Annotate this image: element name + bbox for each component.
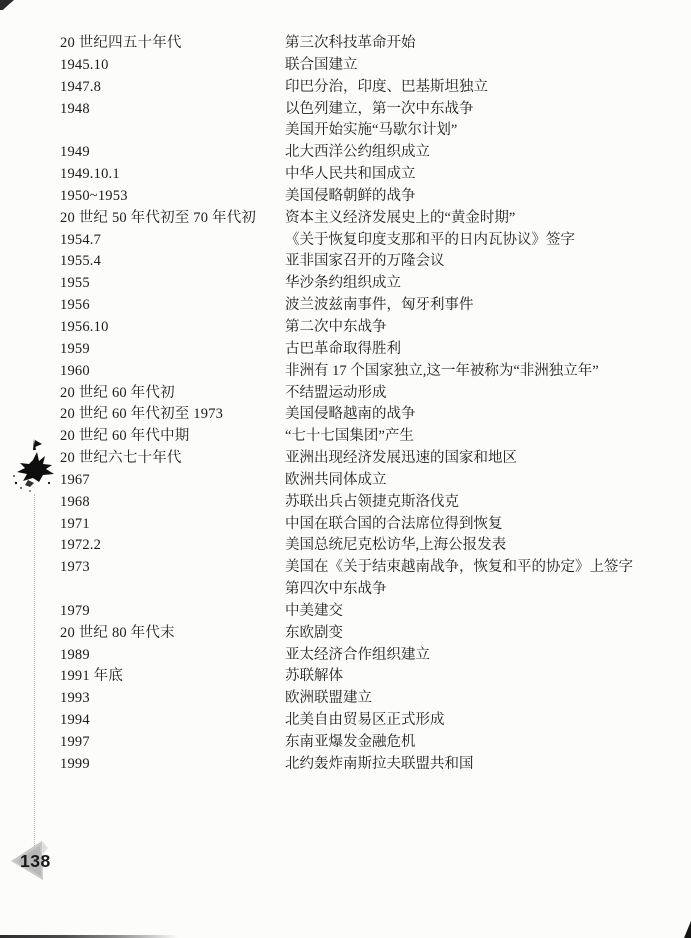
timeline-event: 亚非国家召开的万隆会议 — [285, 253, 445, 270]
page-corner-mark-icon — [684, 921, 691, 938]
timeline-event: 苏联出兵占领捷克斯洛伐克 — [285, 493, 459, 510]
timeline-date: 20 世纪 80 年代末 — [60, 624, 175, 641]
timeline-date: 1993 — [60, 690, 90, 707]
timeline-row — [0, 623, 691, 645]
timeline-row — [0, 492, 691, 514]
timeline-row — [0, 688, 691, 710]
timeline-row — [0, 339, 691, 361]
timeline-event: 亚洲出现经济发展迅速的国家和地区 — [285, 450, 517, 467]
page-corner-mark-icon — [0, 0, 14, 10]
timeline-date: 1997 — [60, 734, 90, 750]
timeline-row — [0, 404, 691, 426]
timeline-event: “七十七国集团”产生 — [285, 428, 414, 445]
timeline-date: 1999 — [60, 755, 90, 772]
timeline-event: 欧洲联盟建立 — [285, 690, 372, 707]
timeline-date: 20 世纪四五十年代 — [60, 35, 182, 51]
timeline-row — [0, 710, 691, 732]
timeline-row — [0, 514, 691, 536]
timeline-date: 1960 — [60, 362, 90, 379]
margin-dotted-line — [34, 494, 35, 846]
timeline-row — [0, 186, 691, 208]
timeline-row — [0, 251, 691, 273]
timeline-row — [0, 208, 691, 230]
timeline-date: 1994 — [60, 712, 90, 729]
timeline-event: 北约轰炸南斯拉夫联盟共和国 — [285, 755, 474, 772]
timeline-date: 1949.10.1 — [60, 166, 120, 183]
timeline-event: 不结盟运动形成 — [285, 384, 387, 401]
timeline-row — [0, 557, 691, 579]
timeline-row — [0, 273, 691, 295]
timeline-date: 1954.7 — [60, 231, 102, 248]
timeline-row — [0, 317, 691, 339]
timeline-row — [0, 164, 691, 186]
timeline-event: 美国侵略越南的战争 — [285, 406, 416, 423]
timeline-date: 1979 — [60, 602, 90, 619]
timeline-row — [0, 426, 691, 448]
timeline-event: 美国侵略朝鲜的战争 — [285, 187, 416, 204]
timeline-row — [0, 754, 691, 776]
timeline-row — [0, 55, 691, 77]
timeline-event: 美国开始实施“马歇尔计划” — [285, 122, 458, 139]
timeline-row — [0, 601, 691, 623]
timeline-event: 第二次中东战争 — [285, 318, 387, 335]
timeline-event: 非洲有 17 个国家独立,这一年被称为“非洲独立年” — [285, 362, 599, 379]
timeline-event: 中国在联合国的合法席位得到恢复 — [285, 515, 503, 532]
timeline-date: 1949 — [60, 144, 90, 161]
timeline-event: 美国总统尼克松访华,上海公报发表 — [285, 537, 507, 554]
timeline-date: 1945.10 — [60, 56, 109, 73]
timeline-row — [0, 33, 691, 55]
timeline-row — [0, 295, 691, 317]
timeline-event: 北美自由贸易区正式形成 — [285, 712, 445, 729]
page-number-badge — [8, 840, 60, 882]
timeline-row — [0, 383, 691, 405]
timeline-row — [0, 732, 691, 754]
timeline-event: 北大西洋公约组织成立 — [285, 144, 430, 161]
timeline-date: 1956.10 — [60, 318, 109, 335]
timeline-date: 1971 — [60, 515, 90, 532]
timeline-date: 20 世纪 60 年代初 — [60, 384, 175, 401]
timeline-row — [0, 470, 691, 492]
timeline-date: 1950~1953 — [60, 187, 128, 204]
timeline-event: 《关于恢复印度支那和平的日内瓦协议》签字 — [285, 231, 575, 248]
timeline-date: 1955 — [60, 275, 90, 292]
timeline-date: 1947.8 — [60, 78, 102, 95]
timeline-event: 联合国建立 — [285, 56, 358, 73]
timeline-event: 苏联解体 — [285, 668, 343, 685]
timeline-event: 华沙条约组织成立 — [285, 275, 401, 292]
page-number: 138 — [20, 851, 51, 871]
timeline-row — [0, 120, 691, 142]
timeline-date: 20 世纪 60 年代初至 1973 — [60, 406, 224, 423]
timeline-date: 1972.2 — [60, 537, 102, 554]
timeline-event: 印巴分治，印度、巴基斯坦独立 — [285, 78, 488, 95]
timeline-event: 波兰波兹南事件，匈牙利事件 — [285, 297, 474, 314]
timeline-event: 资本主义经济发展史上的“黄金时期” — [285, 209, 516, 226]
timeline-event: 美国在《关于结束越南战争，恢复和平的协定》上签字 — [285, 559, 633, 576]
timeline-date: 1967 — [60, 471, 90, 488]
timeline-row — [0, 230, 691, 252]
timeline-event: 亚太经济合作组织建立 — [285, 646, 430, 663]
timeline-date: 20 世纪 60 年代中期 — [60, 428, 190, 445]
timeline-date: 1956 — [60, 297, 90, 314]
ink-stamp-icon — [12, 436, 58, 494]
timeline-row — [0, 579, 691, 601]
timeline-event: 以色列建立，第一次中东战争 — [285, 100, 474, 117]
timeline-row — [0, 535, 691, 557]
timeline-date: 1948 — [60, 100, 90, 117]
timeline-date: 20 世纪六七十年代 — [60, 450, 182, 467]
timeline-event: 第四次中东战争 — [285, 581, 387, 598]
timeline-event: 东南亚爆发金融危机 — [285, 734, 416, 750]
timeline-event: 东欧剧变 — [285, 624, 343, 641]
timeline-date: 20 世纪 50 年代初至 70 年代初 — [60, 209, 257, 226]
timeline-event: 中华人民共和国成立 — [285, 166, 416, 183]
timeline-date: 1968 — [60, 493, 90, 510]
timeline-event: 中美建交 — [285, 602, 343, 619]
timeline-date: 1959 — [60, 340, 90, 357]
timeline-event: 欧洲共同体成立 — [285, 471, 387, 488]
timeline-row — [0, 645, 691, 667]
timeline-row — [0, 77, 691, 99]
timeline-date: 1989 — [60, 646, 90, 663]
timeline-list — [0, 33, 691, 776]
timeline-date: 1955.4 — [60, 253, 102, 270]
timeline-date: 1973 — [60, 559, 90, 576]
timeline-row — [0, 361, 691, 383]
timeline-event: 古巴革命取得胜利 — [285, 340, 401, 357]
timeline-event: 第三次科技革命开始 — [285, 35, 416, 51]
timeline-row — [0, 142, 691, 164]
timeline-row — [0, 448, 691, 470]
timeline-row — [0, 99, 691, 121]
timeline-row — [0, 666, 691, 688]
timeline-date: 1991 年底 — [60, 668, 124, 685]
